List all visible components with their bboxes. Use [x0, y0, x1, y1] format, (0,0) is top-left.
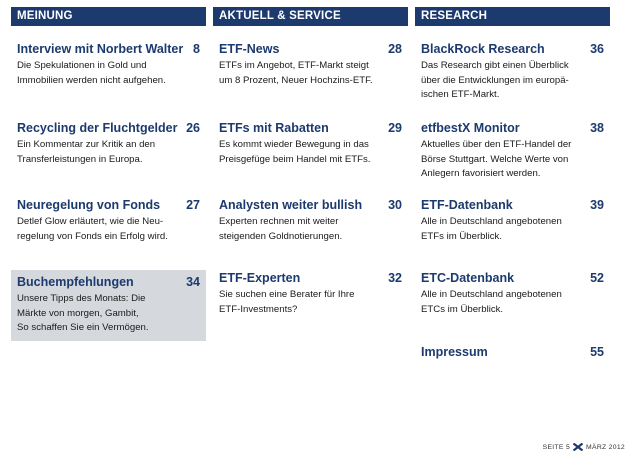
- toc-entry-title[interactable]: Analysten weiter bullish: [219, 198, 363, 212]
- toc-entry-page-number: 55: [590, 345, 604, 359]
- description-line: ETF-Investments?: [219, 303, 298, 315]
- description-line: Die Spekulationen in Gold und: [17, 60, 147, 71]
- toc-entry-description: [17, 292, 200, 336]
- toc-entry-title[interactable]: Recycling der Fluchtgelder: [17, 121, 178, 135]
- toc-entry-heading: [17, 197, 200, 213]
- toc-entry-heading: [219, 197, 402, 213]
- toc-entry-description: [421, 138, 604, 182]
- description-line: Börse Stuttgart. Welche Werte von: [421, 153, 569, 165]
- description-line: Alle in Deutschland angebotenen: [421, 216, 562, 227]
- toc-entry-heading: [421, 197, 604, 213]
- toc-entry-heading: [17, 274, 200, 290]
- toc-entry-description: [17, 215, 200, 244]
- toc-entry[interactable]: [415, 270, 610, 317]
- description-line: steigenden Goldnotierungen.: [219, 230, 343, 242]
- toc-entry-description: [17, 138, 200, 167]
- description-line: Immobilien werden nicht aufgehen.: [17, 74, 166, 86]
- toc-entry-page-number: 39: [590, 198, 604, 212]
- toc-entry-page-number: 26: [186, 121, 200, 135]
- toc-entry[interactable]: [11, 120, 206, 167]
- toc-entry[interactable]: [213, 270, 408, 317]
- description-line: ETFs im Überblick.: [421, 230, 503, 242]
- toc-entry-page-number: 52: [590, 271, 604, 285]
- toc-entry-description: [219, 215, 402, 244]
- toc-entry-page-number: 29: [388, 121, 402, 135]
- description-line: Detlef Glow erläutert, wie die Neu-: [17, 216, 164, 227]
- toc-entry-heading: [17, 41, 200, 57]
- toc-entry-title[interactable]: ETF-News: [219, 42, 280, 56]
- toc-entry-page-number: 34: [186, 275, 200, 289]
- toc-entry-title[interactable]: ETF-Experten: [219, 271, 301, 285]
- description-line: um 8 Prozent, Neuer Hochzins-ETF.: [219, 74, 373, 86]
- toc-entry-description: [219, 288, 402, 317]
- toc-entry-description: [219, 138, 402, 167]
- toc-entry-page-number: 32: [388, 271, 402, 285]
- toc-entry-title[interactable]: ETF-Datenbank: [421, 198, 513, 212]
- toc-entry-page-number: 36: [590, 42, 604, 56]
- toc-entry-heading: [421, 270, 604, 286]
- toc-entry[interactable]: [415, 344, 610, 362]
- column-research: [415, 7, 610, 359]
- toc-entry[interactable]: [11, 41, 206, 88]
- toc-entry-heading: [219, 120, 402, 136]
- toc-entry-title[interactable]: ETFs mit Rabatten: [219, 121, 329, 135]
- description-line: Märkte von morgen, Gambit,: [17, 307, 139, 319]
- toc-entry-description: [421, 215, 604, 244]
- toc-entry-title[interactable]: ETC-Datenbank: [421, 271, 515, 285]
- description-line: Unsere Tipps des Monats: Die: [17, 293, 146, 304]
- toc-entry-heading: [421, 41, 604, 57]
- page-number: SEITE 5: [542, 443, 571, 451]
- description-line: Preisgefüge beim Handel mit ETFs.: [219, 153, 371, 165]
- toc-entry-page-number: 8: [193, 42, 200, 56]
- description-line: Alle in Deutschland angebotenen: [421, 289, 562, 300]
- description-line: So schaffen Sie ein Vermögen.: [17, 322, 149, 333]
- toc-entry[interactable]: [213, 41, 408, 88]
- toc-entry-description: [219, 59, 402, 88]
- toc-entry[interactable]: [415, 120, 610, 182]
- toc-entry-heading: [17, 120, 200, 136]
- toc-entry-page-number: 30: [388, 198, 402, 212]
- toc-entry-page-number: 38: [590, 121, 604, 135]
- description-line: regelung von Fonds ein Erfolg wird.: [17, 230, 168, 242]
- description-line: Transferleistungen in Europa.: [17, 153, 143, 165]
- toc-entry-title[interactable]: Interview mit Norbert Walter: [17, 42, 184, 56]
- description-line: Sie suchen eine Berater für Ihre: [219, 289, 355, 300]
- column-header: MEINUNG: [11, 7, 206, 26]
- toc-entry[interactable]: [213, 120, 408, 167]
- toc-entry-description: [17, 59, 200, 88]
- description-line: Experten rechnen mit weiter: [219, 216, 339, 227]
- toc-entry-title[interactable]: BlackRock Research: [421, 42, 545, 56]
- toc-entry-heading: [219, 41, 402, 57]
- toc-entry-title[interactable]: Impressum: [421, 345, 488, 359]
- column-header: AKTUELL & SERVICE: [213, 7, 408, 26]
- toc-entry-heading: [421, 344, 604, 360]
- toc-entry-description: [421, 59, 604, 103]
- issue-date: MÄRZ 2012: [586, 443, 625, 451]
- toc-entry[interactable]: [11, 197, 206, 244]
- toc-entry[interactable]: [11, 270, 206, 341]
- description-line: Aktuelles über den ETF-Handel der: [421, 139, 572, 150]
- description-line: über die Entwicklungen im europä-: [421, 74, 569, 86]
- description-line: Anlegern favorisiert werden.: [421, 168, 541, 179]
- description-line: ETFs im Angebot, ETF-Markt steigt: [219, 60, 369, 71]
- toc-entry-title[interactable]: etfbestX Monitor: [421, 121, 520, 135]
- toc-entry-page-number: 27: [186, 198, 200, 212]
- description-line: ETCs im Überblick.: [421, 303, 504, 315]
- toc-entry-page-number: 28: [388, 42, 402, 56]
- x-logo-icon: [573, 443, 583, 451]
- description-line: Das Research gibt einen Überblick: [421, 60, 569, 71]
- toc-entry-heading: [421, 120, 604, 136]
- column-aktuell-service: [213, 7, 408, 315]
- toc-entry-heading: [219, 270, 402, 286]
- description-line: ischen ETF-Markt.: [421, 89, 500, 100]
- column-header: RESEARCH: [415, 7, 610, 26]
- page-footer: [543, 443, 625, 451]
- toc-entry-description: [421, 288, 604, 317]
- toc-entry[interactable]: [415, 197, 610, 244]
- description-line: Es kommt wieder Bewegung in das: [219, 139, 369, 150]
- toc-entry[interactable]: [213, 197, 408, 244]
- toc-entry-title[interactable]: Neuregelung von Fonds: [17, 198, 161, 212]
- column-meinung: [11, 7, 206, 333]
- toc-entry-title[interactable]: Buchempfehlungen: [17, 275, 134, 289]
- toc-entry[interactable]: [415, 41, 610, 103]
- description-line: Ein Kommentar zur Kritik an den: [17, 139, 156, 150]
